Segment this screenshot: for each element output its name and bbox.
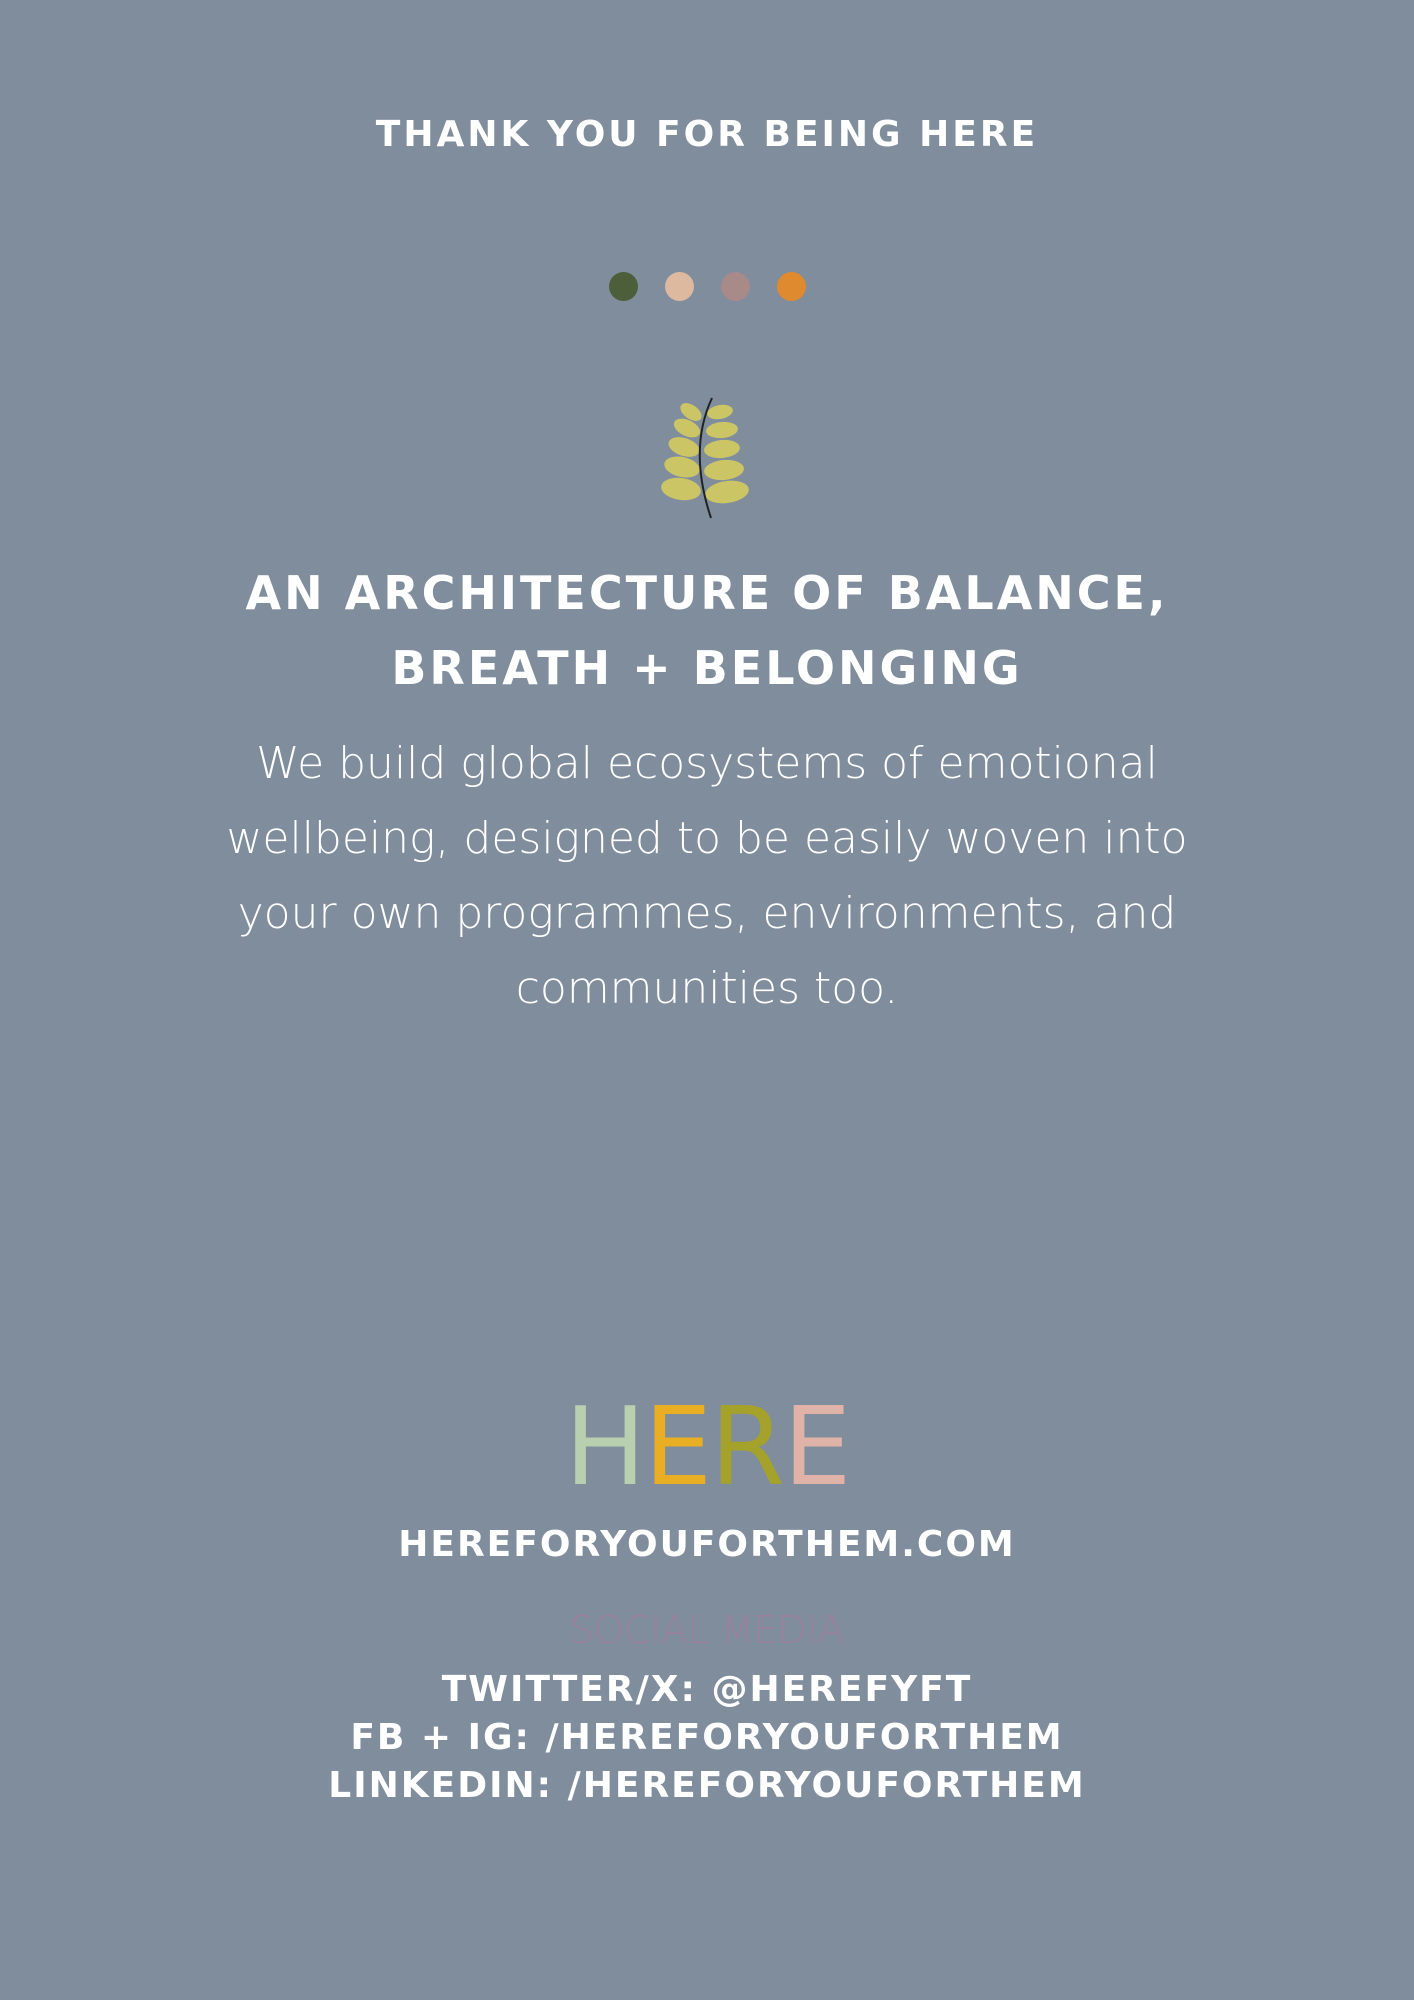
social-linkedin[interactable]: LINKEDIN: /HEREFORYOUFORTHEM — [328, 1765, 1086, 1806]
logo-letter-e1: E — [643, 1385, 711, 1510]
color-dots — [0, 272, 1414, 301]
body-line-1: We build global ecosystems of emotional — [256, 738, 1158, 789]
social-media-heading: SOCIAL MEDIA — [569, 1608, 845, 1652]
body-line-4: communities too. — [515, 963, 899, 1014]
dot-1 — [609, 272, 638, 301]
headline-line-1: AN ARCHITECTURE OF BALANCE, — [245, 566, 1169, 620]
page-title: THANK YOU FOR BEING HERE — [375, 114, 1039, 155]
logo-letter-e2: E — [783, 1385, 850, 1510]
leaf-branch-icon — [657, 390, 757, 520]
logo-letter-h: H — [564, 1385, 644, 1510]
body-line-3: your own programmes, environments, and — [237, 888, 1177, 939]
dot-3 — [721, 272, 750, 301]
leaf-branch-svg — [657, 390, 757, 520]
body-text — [0, 726, 1414, 1026]
body-line-2: wellbeing, designed to be easily woven into — [226, 813, 1188, 864]
headline — [0, 556, 1414, 706]
dot-2 — [665, 272, 694, 301]
social-twitter[interactable]: TWITTER/X: @HEREFYFT — [441, 1669, 973, 1710]
website-link[interactable]: HEREFORYOUFORTHEM.COM — [398, 1524, 1016, 1565]
social-media-list — [0, 1666, 1414, 1810]
logo-letter-r: R — [710, 1385, 784, 1510]
social-fb-ig[interactable]: FB + IG: /HEREFORYOUFORTHEM — [350, 1717, 1064, 1758]
headline-line-2: BREATH + BELONGING — [391, 641, 1023, 695]
here-logo — [0, 1385, 1414, 1510]
dot-4 — [777, 272, 806, 301]
